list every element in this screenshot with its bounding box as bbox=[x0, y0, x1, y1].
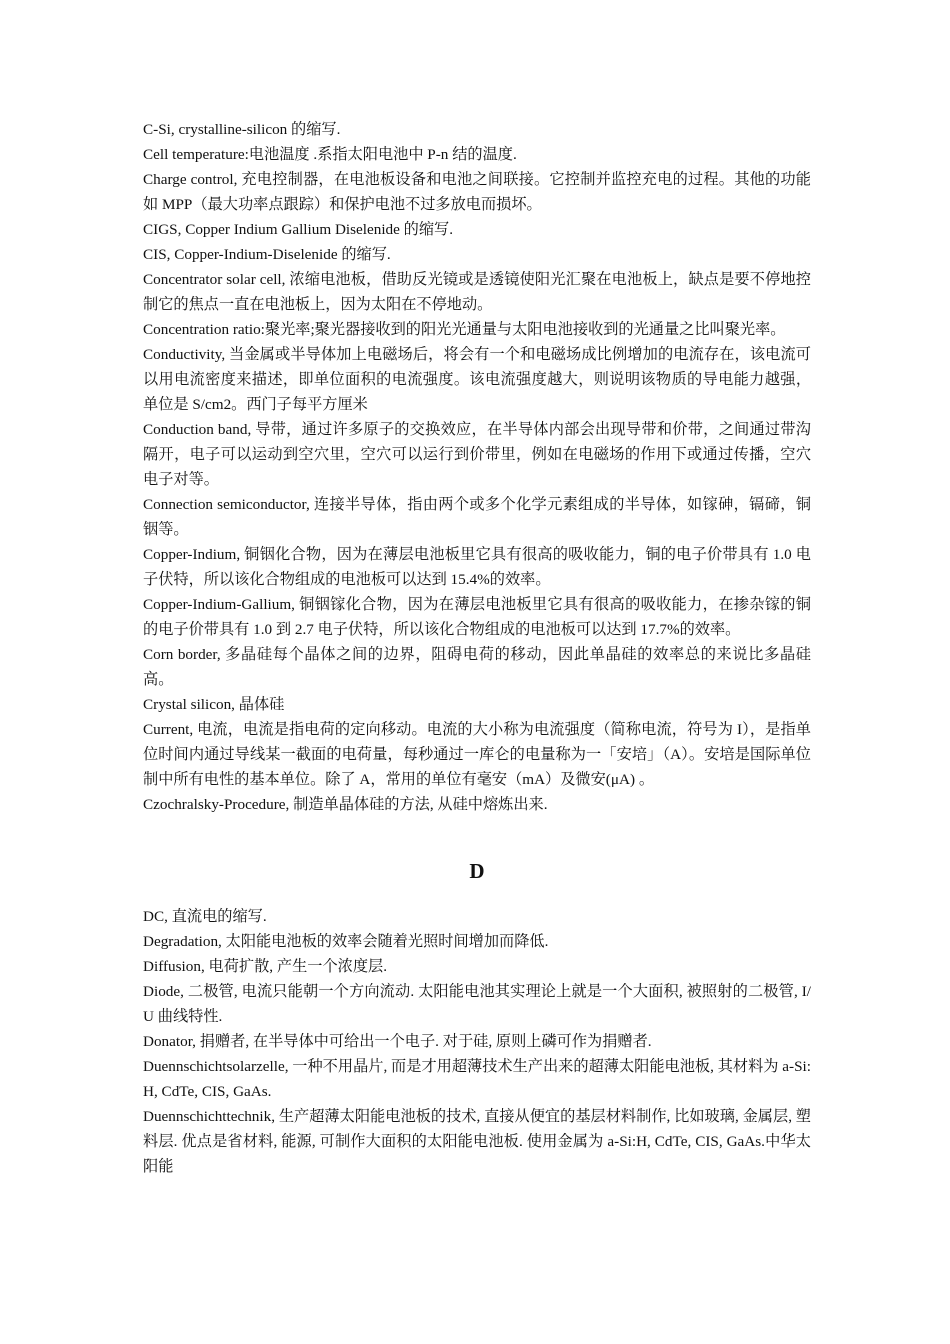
glossary-entry-connection-semiconductor: Connection semiconductor, 连接半导体，指由两个或多个化学元素组成的半导体，如镓砷，镉碲，铜铟等。 bbox=[143, 496, 811, 538]
glossary-entry-dc: DC, 直流电的缩写. bbox=[143, 908, 267, 925]
glossary-entry-crystal-silicon: Crystal silicon, 晶体硅 bbox=[143, 696, 285, 713]
glossary-entry-diffusion: Diffusion, 电荷扩散, 产生一个浓度层. bbox=[143, 958, 387, 975]
glossary-entry-cis: CIS, Copper-Indium-Diselenide 的缩写. bbox=[143, 246, 391, 263]
glossary-entry-conduction-band: Conduction band, 导带，通过许多原子的交换效应，在半导体内部会出现导带和价带，之间通过带沟隔开，电子可以运动到空穴里，空穴可以运行到价带里，例如在电磁场的作用下或通过传播，空穴电子对等。 bbox=[143, 421, 811, 488]
section-heading-d: D bbox=[469, 859, 485, 883]
glossary-entry-charge-control: Charge control, 充电控制器，在电池板设备和电池之间联接。它控制并监控充电的过程。其他的功能如 MPP（最大功率点跟踪）和保护电池不过多放电而损坏。 bbox=[143, 171, 811, 213]
glossary-entry-diode: Diode, 二极管, 电流只能朝一个方向流动. 太阳能电池其实理论上就是一个大面积, 被照射的二极管, I/U 曲线特性. bbox=[143, 983, 811, 1025]
glossary-entry-concentrator-solar-cell: Concentrator solar cell, 浓缩电池板，借助反光镜或是透镜使阳光汇聚在电池板上，缺点是要不停地控制它的焦点一直在电池板上，因为太阳在不停地动。 bbox=[143, 271, 811, 313]
glossary-entry-concentration-ratio: Concentration ratio:聚光率;聚光器接收到的阳光光通量与太阳电池接收到的光通量之比叫聚光率。 bbox=[143, 321, 786, 338]
glossary-entry-duennschichtsolarzelle: Duennschichtsolarzelle, 一种不用晶片, 而是才用超薄技术生产出来的超薄太阳能电池板, 其材料为 a-Si:H, CdTe, CIS, GaAs. bbox=[143, 1058, 811, 1100]
document-page bbox=[143, 117, 811, 1179]
glossary-entry-degradation: Degradation, 太阳能电池板的效率会随着光照时间增加而降低. bbox=[143, 933, 549, 950]
glossary-entry-conductivity: Conductivity, 当金属或半导体加上电磁场后，将会有一个和电磁场成比例增加的电流存在，该电流可以用电流密度来描述，即单位面积的电流强度。该电流强度越大，则说明该物质的导电能力越强，单位是 S/cm2。西门子每平方厘米 bbox=[143, 346, 811, 413]
glossary-entry-duennschichttechnik: Duennschichttechnik, 生产超薄太阳能电池板的技术, 直接从便宜的基层材料制作, 比如玻璃, 金属层, 塑料层. 优点是省材料, 能源, 可制作大面积的太阳能电池板. 使用金属为 a-Si:H, CdTe, CIS, GaAs.中华太阳能 bbox=[143, 1108, 811, 1175]
glossary-entry-donator: Donator, 捐赠者, 在半导体中可给出一个电子. 对于硅, 原则上磷可作为捐赠者. bbox=[143, 1033, 652, 1050]
glossary-entry-copper-indium: Copper-Indium, 铜铟化合物，因为在薄层电池板里它具有很高的吸收能力，铜的电子价带具有 1.0 电子伏特，所以该化合物组成的电池板可以达到 15.4%的效率。 bbox=[143, 546, 811, 588]
glossary-entry-corn-border: Corn border, 多晶硅每个晶体之间的边界，阻碍电荷的移动，因此单晶硅的效率总的来说比多晶硅高。 bbox=[143, 646, 811, 688]
glossary-entry-cigs: CIGS, Copper Indium Gallium Diselenide 的缩写. bbox=[143, 221, 454, 238]
glossary-entry-cell-temperature: Cell temperature:电池温度 .系指太阳电池中 P-n 结的温度. bbox=[143, 146, 517, 163]
glossary-entry-czochralsky-procedure: Czochralsky-Procedure, 制造单晶体硅的方法, 从硅中熔炼出来. bbox=[143, 796, 548, 813]
glossary-entry-copper-indium-gallium: Copper-Indium-Gallium, 铜铟镓化合物，因为在薄层电池板里它具有很高的吸收能力，在掺杂镓的铜的电子价带具有 1.0 到 2.7 电子伏特，所以该化合物组成的电池板可以达到 17.7%的效率。 bbox=[143, 596, 811, 638]
glossary-entry-current: Current, 电流，电流是指电荷的定向移动。电流的大小称为电流强度（简称电流，符号为 I），是指单位时间内通过导线某一截面的电荷量，每秒通过一库仑的电量称为一「安培」（A）。安培是国际单位制中所有电性的基本单位。除了 A，常用的单位有毫安（mA）及微安(μA) 。 bbox=[143, 721, 811, 788]
glossary-entry-c-si: C-Si, crystalline-silicon 的缩写. bbox=[143, 121, 341, 138]
